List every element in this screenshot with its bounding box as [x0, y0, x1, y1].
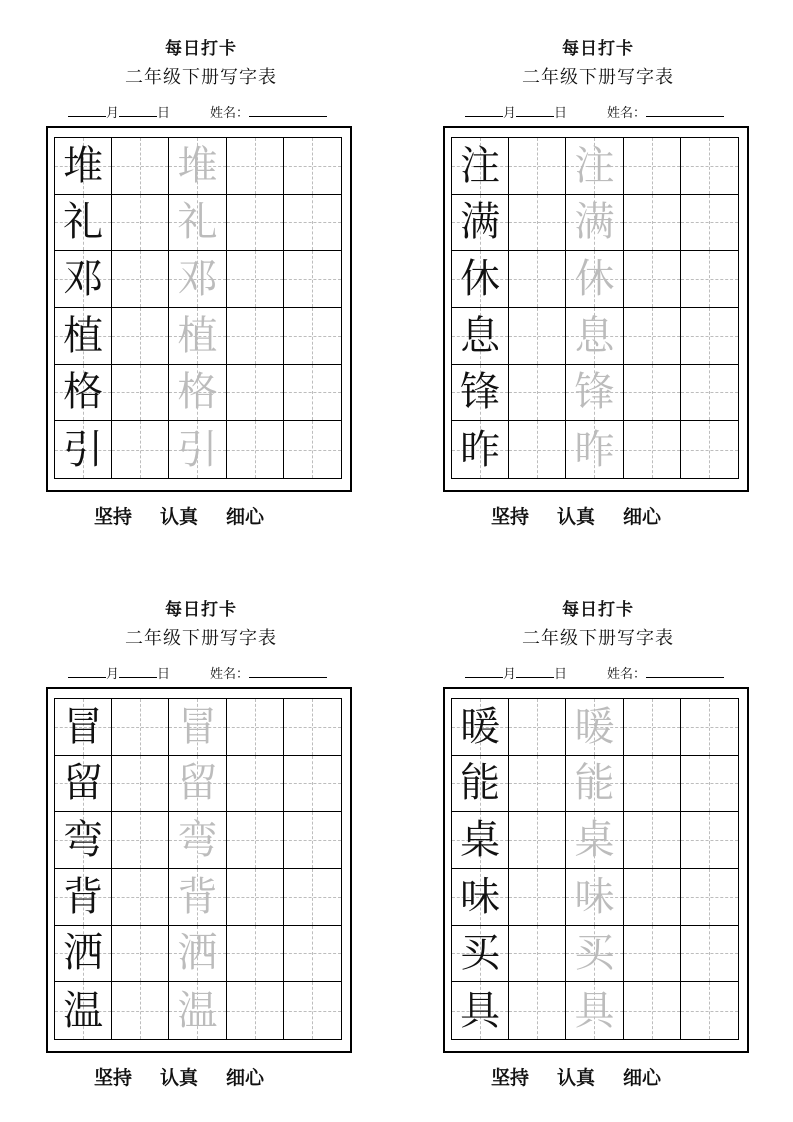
day-label: 日	[554, 667, 568, 682]
practice-cell[interactable]	[284, 421, 341, 478]
motto-line	[491, 1063, 689, 1089]
practice-cell[interactable]	[624, 699, 681, 756]
model-character: 昨	[460, 426, 501, 473]
model-character: 背	[63, 873, 104, 920]
practice-cell[interactable]	[227, 308, 284, 365]
model-cell	[55, 138, 112, 195]
trace-cell[interactable]	[169, 982, 226, 1039]
model-cell	[452, 195, 509, 252]
motto-word: 细心	[226, 506, 265, 528]
writing-frame	[443, 687, 749, 1053]
model-character: 邓	[63, 256, 104, 303]
practice-cell[interactable]	[284, 308, 341, 365]
model-character: 格	[63, 369, 104, 416]
practice-cell[interactable]	[112, 982, 169, 1039]
model-cell	[452, 869, 509, 926]
month-blank[interactable]	[68, 102, 106, 117]
practice-cell[interactable]	[681, 926, 738, 983]
name-blank[interactable]	[249, 102, 327, 117]
trace-cell[interactable]	[169, 195, 226, 252]
model-character: 留	[63, 760, 104, 807]
writing-frame	[46, 126, 352, 492]
trace-cell[interactable]	[566, 138, 623, 195]
practice-cell[interactable]	[112, 756, 169, 813]
writing-frame	[443, 126, 749, 492]
model-character: 满	[460, 199, 501, 246]
practice-cell[interactable]	[112, 421, 169, 478]
model-character: 温	[63, 987, 104, 1034]
name-blank[interactable]	[646, 102, 724, 117]
sheet-subtitle: 二年级下册写字表	[522, 628, 674, 649]
model-character: 桌	[460, 817, 501, 864]
trace-character: 格	[177, 369, 218, 416]
practice-cell[interactable]	[284, 812, 341, 869]
practice-cell[interactable]	[681, 756, 738, 813]
trace-character: 邓	[177, 256, 218, 303]
practice-cell[interactable]	[284, 869, 341, 926]
model-character: 买	[460, 930, 501, 977]
trace-character: 昨	[574, 426, 615, 473]
trace-character: 礼	[177, 199, 218, 246]
practice-cell[interactable]	[509, 365, 566, 422]
month-blank[interactable]	[68, 663, 106, 678]
date-name-line	[68, 663, 327, 683]
month-blank[interactable]	[465, 102, 503, 117]
trace-character: 植	[177, 312, 218, 359]
model-character: 息	[460, 312, 501, 359]
motto-word: 坚持	[94, 506, 133, 528]
practice-cell[interactable]	[284, 699, 341, 756]
model-cell	[55, 251, 112, 308]
motto-word: 坚持	[491, 506, 530, 528]
model-cell	[55, 812, 112, 869]
model-character: 暖	[460, 703, 501, 750]
trace-cell[interactable]	[566, 699, 623, 756]
model-cell	[55, 926, 112, 983]
day-blank[interactable]	[516, 102, 554, 117]
trace-character: 堆	[177, 142, 218, 189]
model-cell	[452, 138, 509, 195]
motto-word: 细心	[226, 1067, 265, 1089]
practice-cell[interactable]	[284, 365, 341, 422]
practice-cell[interactable]	[509, 195, 566, 252]
trace-cell[interactable]	[169, 308, 226, 365]
trace-cell[interactable]	[169, 251, 226, 308]
sheet-subtitle: 二年级下册写字表	[522, 67, 674, 88]
practice-cell[interactable]	[112, 699, 169, 756]
motto-word: 认真	[557, 506, 596, 528]
practice-cell[interactable]	[284, 195, 341, 252]
model-character: 具	[460, 987, 501, 1034]
practice-cell[interactable]	[509, 982, 566, 1039]
practice-cell[interactable]	[284, 982, 341, 1039]
practice-cell[interactable]	[227, 982, 284, 1039]
date-name-line	[465, 102, 724, 122]
model-cell	[55, 421, 112, 478]
model-cell	[452, 251, 509, 308]
practice-cell[interactable]	[112, 195, 169, 252]
practice-cell[interactable]	[509, 869, 566, 926]
trace-character: 休	[574, 256, 615, 303]
trace-cell[interactable]	[566, 365, 623, 422]
practice-cell[interactable]	[681, 251, 738, 308]
practice-cell[interactable]	[681, 699, 738, 756]
practice-cell[interactable]	[624, 982, 681, 1039]
motto-line	[491, 502, 689, 528]
practice-cell[interactable]	[624, 138, 681, 195]
model-character: 锋	[460, 369, 501, 416]
trace-character: 满	[574, 199, 615, 246]
trace-character: 注	[574, 142, 615, 189]
trace-cell[interactable]	[169, 756, 226, 813]
day-label: 日	[554, 106, 568, 121]
sheet-subtitle: 二年级下册写字表	[125, 628, 277, 649]
practice-cell[interactable]	[509, 926, 566, 983]
sheet-title: 每日打卡	[562, 39, 634, 59]
model-cell	[55, 869, 112, 926]
practice-cell[interactable]	[681, 308, 738, 365]
date-name-line	[465, 663, 724, 683]
model-cell	[55, 756, 112, 813]
model-character: 礼	[63, 199, 104, 246]
model-cell	[452, 308, 509, 365]
model-cell	[452, 756, 509, 813]
name-label: 姓名：	[210, 106, 250, 121]
trace-character: 留	[177, 760, 218, 807]
sheet-title: 每日打卡	[562, 600, 634, 620]
trace-character: 买	[574, 930, 615, 977]
motto-word: 认真	[160, 1067, 199, 1089]
motto-line	[94, 1063, 292, 1089]
practice-cell[interactable]	[509, 308, 566, 365]
practice-cell[interactable]	[681, 365, 738, 422]
trace-character: 弯	[177, 817, 218, 864]
practice-cell[interactable]	[624, 365, 681, 422]
model-character: 注	[460, 142, 501, 189]
practice-cell[interactable]	[112, 926, 169, 983]
practice-cell[interactable]	[624, 308, 681, 365]
tianzige-grid	[451, 698, 739, 1040]
motto-word: 细心	[623, 1067, 662, 1089]
name-label: 姓名：	[607, 667, 647, 682]
trace-cell[interactable]	[566, 251, 623, 308]
model-cell	[55, 195, 112, 252]
practice-cell[interactable]	[227, 756, 284, 813]
trace-character: 引	[177, 426, 218, 473]
name-blank[interactable]	[646, 663, 724, 678]
trace-cell[interactable]	[566, 756, 623, 813]
trace-character: 能	[574, 760, 615, 807]
model-cell	[55, 699, 112, 756]
date-name-line	[68, 102, 327, 122]
trace-cell[interactable]	[169, 699, 226, 756]
sheet-subtitle: 二年级下册写字表	[125, 67, 277, 88]
model-character: 味	[460, 873, 501, 920]
practice-cell[interactable]	[284, 251, 341, 308]
trace-cell[interactable]	[169, 812, 226, 869]
practice-cell[interactable]	[509, 251, 566, 308]
motto-word: 认真	[160, 506, 199, 528]
trace-cell[interactable]	[566, 982, 623, 1039]
model-character: 植	[63, 312, 104, 359]
trace-cell[interactable]	[169, 365, 226, 422]
model-character: 休	[460, 256, 501, 303]
practice-cell[interactable]	[624, 251, 681, 308]
practice-cell[interactable]	[509, 812, 566, 869]
model-cell	[55, 982, 112, 1039]
day-label: 日	[157, 667, 171, 682]
model-cell	[55, 308, 112, 365]
day-label: 日	[157, 106, 171, 121]
month-blank[interactable]	[465, 663, 503, 678]
trace-cell[interactable]	[566, 308, 623, 365]
practice-cell[interactable]	[681, 138, 738, 195]
name-label: 姓名：	[210, 667, 250, 682]
model-character: 引	[63, 426, 104, 473]
model-cell	[452, 926, 509, 983]
model-cell	[452, 699, 509, 756]
trace-character: 味	[574, 873, 615, 920]
month-label: 月	[106, 667, 120, 682]
practice-cell[interactable]	[227, 365, 284, 422]
day-blank[interactable]	[119, 663, 157, 678]
motto-word: 细心	[623, 506, 662, 528]
motto-word: 坚持	[491, 1067, 530, 1089]
practice-cell[interactable]	[509, 138, 566, 195]
name-blank[interactable]	[249, 663, 327, 678]
practice-cell[interactable]	[681, 195, 738, 252]
trace-cell[interactable]	[566, 195, 623, 252]
month-label: 月	[106, 106, 120, 121]
practice-cell[interactable]	[681, 421, 738, 478]
trace-character: 息	[574, 312, 615, 359]
trace-character: 锋	[574, 369, 615, 416]
month-label: 月	[503, 667, 517, 682]
practice-cell[interactable]	[227, 421, 284, 478]
tianzige-grid	[54, 698, 342, 1040]
trace-character: 暖	[574, 703, 615, 750]
practice-cell[interactable]	[227, 251, 284, 308]
trace-character: 冒	[177, 703, 218, 750]
trace-cell[interactable]	[566, 812, 623, 869]
month-label: 月	[503, 106, 517, 121]
tianzige-grid	[451, 137, 739, 479]
model-character: 弯	[63, 817, 104, 864]
practice-cell[interactable]	[681, 982, 738, 1039]
trace-character: 背	[177, 873, 218, 920]
practice-cell[interactable]	[624, 869, 681, 926]
practice-cell[interactable]	[284, 756, 341, 813]
trace-character: 温	[177, 987, 218, 1034]
practice-cell[interactable]	[624, 812, 681, 869]
model-character: 洒	[63, 930, 104, 977]
practice-cell[interactable]	[284, 926, 341, 983]
model-cell	[452, 812, 509, 869]
trace-character: 洒	[177, 930, 218, 977]
day-blank[interactable]	[516, 663, 554, 678]
model-cell	[452, 421, 509, 478]
practice-cell[interactable]	[112, 812, 169, 869]
practice-cell[interactable]	[227, 195, 284, 252]
trace-cell[interactable]	[566, 421, 623, 478]
model-cell	[55, 365, 112, 422]
practice-cell[interactable]	[112, 251, 169, 308]
model-character: 冒	[63, 703, 104, 750]
trace-cell[interactable]	[169, 138, 226, 195]
practice-cell[interactable]	[681, 812, 738, 869]
model-cell	[452, 982, 509, 1039]
practice-cell[interactable]	[509, 699, 566, 756]
day-blank[interactable]	[119, 102, 157, 117]
practice-cell[interactable]	[624, 926, 681, 983]
writing-frame	[46, 687, 352, 1053]
practice-cell[interactable]	[284, 138, 341, 195]
practice-cell[interactable]	[509, 421, 566, 478]
practice-cell[interactable]	[624, 195, 681, 252]
practice-cell[interactable]	[112, 869, 169, 926]
practice-cell[interactable]	[681, 869, 738, 926]
sheet-title: 每日打卡	[165, 600, 237, 620]
practice-cell[interactable]	[227, 926, 284, 983]
practice-cell[interactable]	[112, 308, 169, 365]
name-label: 姓名：	[607, 106, 647, 121]
trace-character: 具	[574, 987, 615, 1034]
motto-word: 坚持	[94, 1067, 133, 1089]
motto-word: 认真	[557, 1067, 596, 1089]
practice-cell[interactable]	[227, 699, 284, 756]
trace-character: 桌	[574, 817, 615, 864]
practice-cell[interactable]	[624, 756, 681, 813]
trace-cell[interactable]	[169, 869, 226, 926]
practice-cell[interactable]	[227, 812, 284, 869]
trace-cell[interactable]	[169, 421, 226, 478]
trace-cell[interactable]	[566, 926, 623, 983]
practice-cell[interactable]	[509, 756, 566, 813]
practice-cell[interactable]	[112, 365, 169, 422]
trace-cell[interactable]	[566, 869, 623, 926]
practice-cell[interactable]	[112, 138, 169, 195]
model-character: 堆	[63, 142, 104, 189]
trace-cell[interactable]	[169, 926, 226, 983]
sheet-title: 每日打卡	[165, 39, 237, 59]
practice-cell[interactable]	[624, 421, 681, 478]
model-character: 能	[460, 760, 501, 807]
motto-line	[94, 502, 292, 528]
model-cell	[452, 365, 509, 422]
tianzige-grid	[54, 137, 342, 479]
practice-cell[interactable]	[227, 138, 284, 195]
practice-cell[interactable]	[227, 869, 284, 926]
